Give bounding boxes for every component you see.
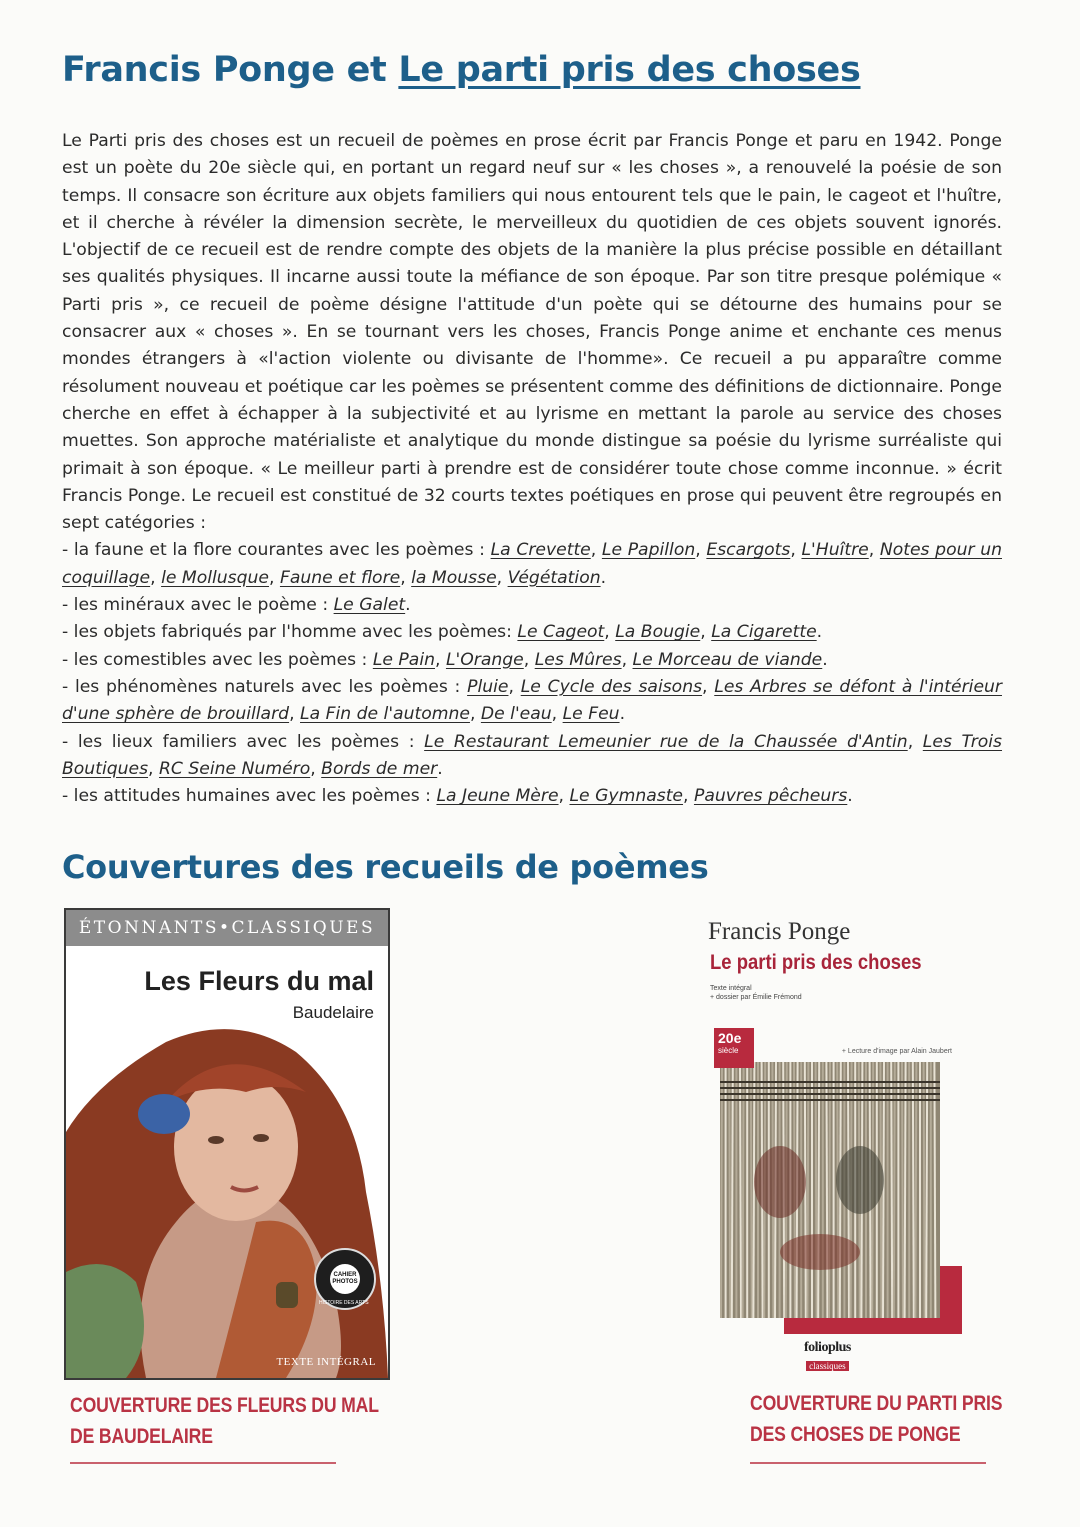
caption1-line2: DE BAUDELAIRE bbox=[70, 1424, 213, 1448]
cover2-line1: Texte intégral bbox=[710, 985, 752, 992]
category-item: - les comestibles avec les poèmes : Le Pain, L'Orange, Les Mûres, Le Morceau de viande. bbox=[62, 649, 828, 670]
cover-parti-pris bbox=[700, 910, 970, 1380]
poem-title: Le Cycle des saisons bbox=[520, 676, 703, 697]
caption1-underline bbox=[70, 1462, 336, 1464]
category-label: - les comestibles avec les poèmes : bbox=[62, 649, 373, 670]
cover-painting bbox=[66, 1022, 388, 1378]
seal-inner: CAHIER PHOTOS bbox=[330, 1264, 360, 1294]
category-item: - les attitudes humaines avec les poèmes : La Jeune Mère, Le Gymnaste, Pauvres pêcheurs. bbox=[62, 786, 853, 807]
category-item: - la faune et la flore courantes avec les poèmes : La Crevette, Le Papillon, Escargots, L'Huître, Notes pour un coquillage, le Mollusque, Faune et flore, la Mousse, Végétation. bbox=[62, 540, 1002, 588]
caption1-line1: COUVERTURE DES FLEURS DU MAL bbox=[70, 1393, 379, 1417]
cover1-footer: TEXTE INTÉGRAL bbox=[276, 1356, 376, 1368]
category-item: - les lieux familiers avec les poèmes : Le Restaurant Lemeunier rue de la Chaussée d'Antin, Les Trois Boutiques, RC Seine Numéro, Bords de mer. bbox=[62, 731, 1003, 779]
category-label: - les minéraux avec le poème : bbox=[62, 595, 334, 616]
poem-title: RC Seine Numéro bbox=[158, 758, 311, 779]
series-band: ÉTONNANTS•CLASSIQUES bbox=[66, 910, 388, 946]
title-prefix: Francis Ponge et bbox=[62, 50, 399, 90]
poem-title: Le Papillon bbox=[601, 540, 696, 561]
intro-paragraph: Le Parti pris des choses est un recueil de poèmes en prose écrit par Francis Ponge et paru en 1942. Ponge est un poète du 20e siècle qui, en portant un regard neuf sur « les choses », a renouvelé la poésie de son temps. Il consacre son écriture aux objets familiers qui nous entourent tels que le pain, le cageot et l'huître, et il cherche à révéler la dimension secrète, le merveilleux du quotidien de ces objets souvent ignorés. L'objectif de ce recueil est de rendre compte des objets de la manière la plus précise possible en détaillant ses qualités physiques. Il incarne aussi toute la méfiance de son époque. Par son titre presque polémique « Parti pris », ce recueil de poème désigne l'attitude d'un poète qui se détourne des humains pour se consacrer aux « choses ». En se tournant vers les choses, Francis Ponge anime et enchante ces menus mondes étrangers à «l'action violente ou divisante de l'homme». Ce recueil a pu apparaître comme résolument nouveau et poétique car les poèmes se présentent comme des définitions de dictionnaire. Ponge cherche en effet à échapper à la subjectivité et au lyrisme en mettant la parole au service des choses muettes. Son approche matérialiste et analytique du monde distingue sa poésie du lyrisme surréaliste qui primait à son époque. « Le meilleur parti à prendre est de considérer toute chose comme inconnue. » écrit Francis Ponge. Le recueil est constitué de 32 courts textes poétiques en prose qui peuvent être regroupés en sept catégories : bbox=[62, 131, 1002, 534]
poem-title: Les Trois Boutiques bbox=[62, 731, 1003, 779]
poem-title: De l'eau bbox=[480, 704, 552, 725]
category-label: - la faune et la flore courantes avec les poèmes : bbox=[62, 540, 491, 561]
logo-sub: classiques bbox=[806, 1361, 849, 1371]
poem-title: La Cigarette bbox=[711, 622, 817, 643]
poem-title: La Jeune Mère bbox=[436, 786, 559, 807]
caption2-line1: COUVERTURE DU PARTI PRIS bbox=[750, 1391, 1003, 1415]
category-item: - les minéraux avec le poème : Le Galet. bbox=[62, 595, 411, 616]
category-label: - les objets fabriqués par l'homme avec les poèmes: bbox=[62, 622, 518, 643]
poem-title: le Mollusque bbox=[161, 567, 269, 588]
title-book-link: Le parti pris des choses bbox=[398, 50, 861, 90]
seal-outer-text: HISTOIRE DES ARTS bbox=[319, 1300, 369, 1306]
poem-title: Les Mûres bbox=[534, 649, 622, 670]
poem-title: Bords de mer bbox=[321, 758, 438, 779]
caption2-underline bbox=[750, 1462, 986, 1464]
poem-title: Le Pain bbox=[372, 649, 435, 670]
poem-title: Escargots bbox=[706, 540, 791, 561]
logo-text: folioplus bbox=[804, 1340, 851, 1355]
folioplus-logo bbox=[804, 1340, 851, 1374]
caption-parti-pris bbox=[750, 1388, 1002, 1450]
page-title bbox=[62, 50, 861, 90]
article-body bbox=[62, 128, 1002, 810]
poem-title: Le Morceau de viande bbox=[632, 649, 823, 670]
poem-title: Pluie bbox=[467, 676, 509, 697]
century-word: siècle bbox=[718, 1046, 739, 1055]
century-badge bbox=[714, 1028, 754, 1068]
poem-title: Le Gymnaste bbox=[569, 786, 684, 807]
cover2-lecture: + Lecture d'image par Alain Jaubert bbox=[841, 1048, 952, 1055]
poem-title: Pauvres pêcheurs bbox=[693, 786, 848, 807]
poem-title: Le Cageot bbox=[517, 622, 605, 643]
poem-title: Le Galet bbox=[333, 595, 406, 616]
poem-title: la Mousse bbox=[411, 567, 497, 588]
cover-fleurs-du-mal bbox=[64, 908, 390, 1380]
poem-title: L'Huître bbox=[801, 540, 869, 561]
category-label: - les phénomènes naturels avec les poèmes : bbox=[62, 676, 468, 697]
cover2-title: Le parti pris des choses bbox=[710, 951, 922, 974]
category-item: - les phénomènes naturels avec les poèmes : Pluie, Le Cycle des saisons, Les Arbres se défont à l'intérieur d'une sphère de brouillard, La Fin de l'automne, De l'eau, Le Feu. bbox=[62, 676, 1002, 725]
caption-fleurs-du-mal bbox=[70, 1390, 379, 1452]
caption2-line2: DES CHOSES DE PONGE bbox=[750, 1422, 961, 1446]
cover2-author: Francis Ponge bbox=[708, 918, 851, 945]
category-label: - les attitudes humaines avec les poèmes : bbox=[62, 786, 437, 807]
cover2-line2: + dossier par Émilie Frémond bbox=[710, 994, 802, 1001]
poem-title: Les Arbres se défont à l'intérieur d'une sphère de brouillard bbox=[62, 676, 1002, 725]
cover1-author: Baudelaire bbox=[292, 1003, 374, 1022]
poem-title: Le Feu bbox=[562, 704, 620, 725]
poem-title: L'Orange bbox=[445, 649, 524, 670]
century-number: 20e bbox=[718, 1030, 742, 1046]
poem-title: Végétation bbox=[507, 567, 601, 588]
category-list bbox=[62, 537, 1002, 810]
category-item: - les objets fabriqués par l'homme avec les poèmes: Le Cageot, La Bougie, La Cigarette. bbox=[62, 622, 823, 643]
poem-title: Le Restaurant Lemeunier rue de la Chaussée d'Antin bbox=[424, 731, 908, 752]
cover1-title: Les Fleurs du mal bbox=[144, 966, 374, 996]
poem-title: La Bougie bbox=[615, 622, 701, 643]
poem-title: Notes pour un coquillage bbox=[62, 540, 1002, 588]
category-label: - les lieux familiers avec les poèmes : bbox=[62, 731, 425, 752]
section-title: Couvertures des recueils de poèmes bbox=[62, 848, 709, 886]
poem-title: La Crevette bbox=[490, 540, 591, 561]
poem-title: La Fin de l'automne bbox=[300, 704, 470, 725]
cageot-photo bbox=[720, 1062, 940, 1318]
poem-title: Faune et flore bbox=[279, 567, 401, 588]
